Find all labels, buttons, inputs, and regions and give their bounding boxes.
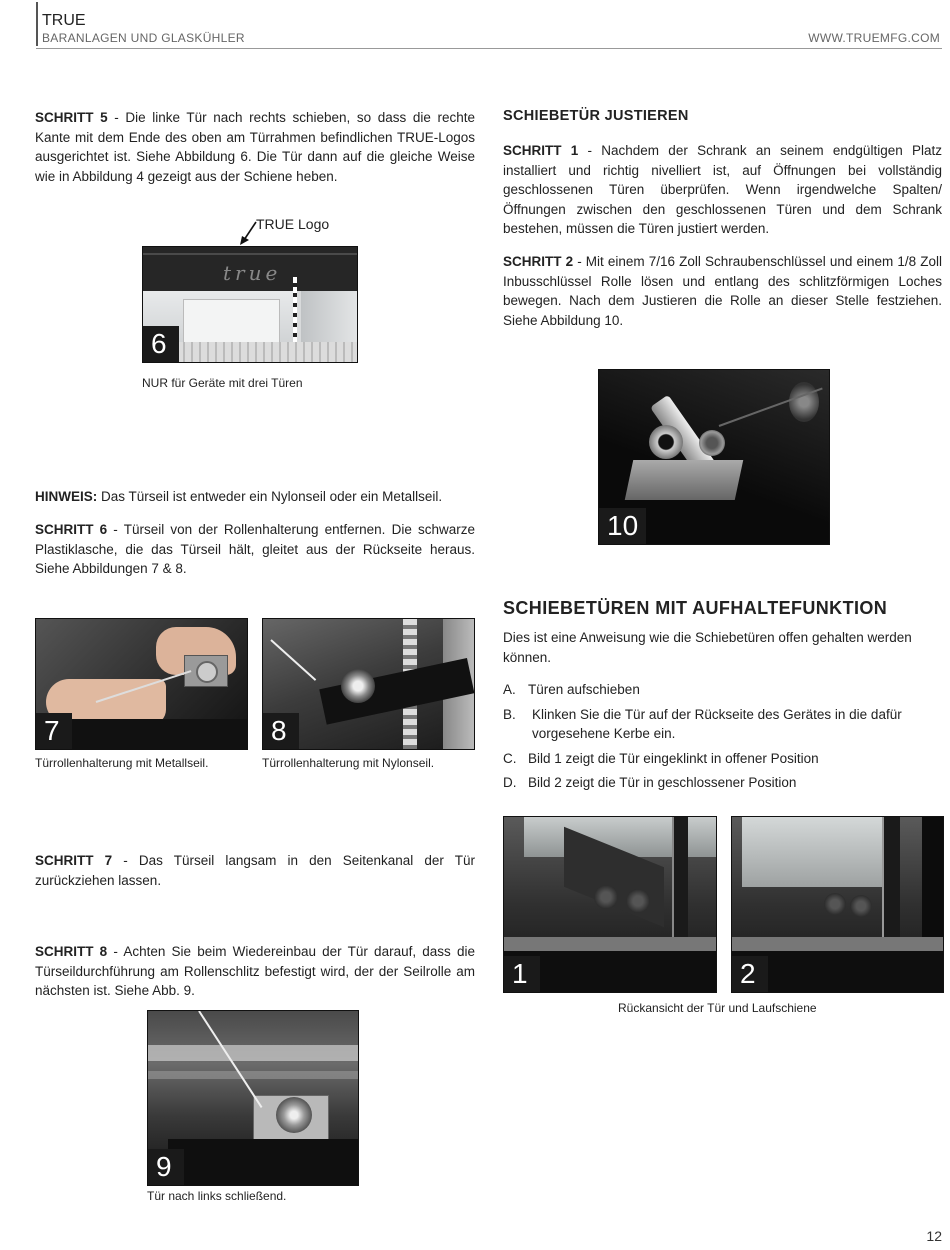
- callout-arrow-icon: [238, 220, 260, 246]
- fig6-number: 6: [143, 326, 179, 362]
- step1-paragraph: [503, 141, 942, 239]
- fig7-caption: Türrollenhalterung mit Metallseil.: [35, 756, 209, 770]
- step7-paragraph: [35, 851, 475, 890]
- list-text: Bild 2 zeigt die Tür in geschlossener Position: [528, 775, 797, 790]
- list-item: [503, 680, 942, 700]
- step8-label: SCHRITT 8: [35, 944, 108, 959]
- step5-label: SCHRITT 5: [35, 110, 108, 125]
- list-text: Türen aufschieben: [528, 682, 640, 697]
- fig8-caption: Türrollenhalterung mit Nylonseil.: [262, 756, 435, 770]
- hint-label: HINWEIS:: [35, 489, 98, 504]
- instruction-list: [503, 680, 942, 793]
- header-subtitle: BARANLAGEN UND GLASKÜHLER: [42, 31, 245, 45]
- list-text: Bild 1 zeigt die Tür eingeklinkt in offener Position: [528, 750, 819, 766]
- figAB-caption: Rückansicht der Tür und Laufschiene: [618, 1001, 817, 1015]
- figA-number: 1: [504, 956, 540, 992]
- figure-10-photo: [598, 369, 830, 545]
- list-marker: C.: [503, 750, 517, 766]
- header-title: TRUE: [42, 12, 86, 29]
- step6-text: - Türseil von der Rollenhalterung entfernen. Die schwarze Plastiklasche, die das Türseil hält, gleitet aus der Rückseite heraus. Siehe Abbildungen 7 & 8.: [35, 522, 475, 576]
- figure-1-photo: [503, 816, 717, 993]
- list-text: Klinken Sie die Tür auf der Rückseite des Gerätes in die dafür vorgesehene Kerbe ein.: [532, 706, 902, 741]
- fig6-caption: NUR für Geräte mit drei Türen: [142, 376, 303, 390]
- step8-text: - Achten Sie beim Wiedereinbau der Tür darauf, dass die Türseildurchführung am Rollenschlitz befestigt wird, der der Seilrolle am nächsten ist. Siehe Abb. 9.: [35, 944, 475, 998]
- fig6-callout: TRUE Logo: [256, 216, 330, 232]
- hint-text: Das Türseil ist entweder ein Nylonseil oder ein Metallseil.: [97, 489, 443, 504]
- fig10-number: 10: [599, 508, 646, 544]
- list-marker: D.: [503, 775, 517, 790]
- step7-label: SCHRITT 7: [35, 853, 113, 868]
- figure-9-photo: [147, 1010, 359, 1186]
- step2-label: SCHRITT 2: [503, 254, 574, 269]
- step2-paragraph: [503, 252, 942, 330]
- header-bar: [36, 2, 38, 46]
- figure-6-photo: [142, 246, 358, 363]
- step2-text: - Mit einem 7/16 Zoll Schraubenschlüssel und einem 1/8 Zoll Inbusschlüssel Rolle lösen und entlang des schlitzförmigen Loches bewegen. Nach dem Justieren die Rolle an dieser Stelle festziehen. Siehe Abbildung 10.: [503, 254, 942, 328]
- section1-title: SCHIEBETÜR JUSTIEREN: [503, 108, 689, 124]
- step5-text: - Die linke Tür nach rechts schieben, so dass die rechte Kante mit dem Ende des oben am Türrahmen befindlichen TRUE-Logos ausgerichtet ist. Siehe Abbildung 6. Die Tür dann auf die gleiche Weise wie in Abbildung 4 gezeigt aus der Schiene heben.: [35, 110, 475, 184]
- step5-paragraph: [35, 108, 475, 186]
- figB-number: 2: [732, 956, 768, 992]
- list-item: [503, 773, 942, 793]
- section2-intro: Dies ist eine Anweisung wie die Schiebetüren offen gehalten werden können.: [503, 630, 912, 665]
- fig8-number: 8: [263, 713, 299, 749]
- header-divider: [36, 48, 942, 49]
- figure-7-photo: [35, 618, 248, 750]
- figure-2-photo: [731, 816, 944, 993]
- fig9-caption: Tür nach links schließend.: [147, 1189, 287, 1203]
- step7-text: - Das Türseil langsam in den Seitenkanal der Tür zurückziehen lassen.: [35, 853, 475, 888]
- fig9-number: 9: [148, 1149, 184, 1185]
- header-url[interactable]: WWW.TRUEMFG.COM: [808, 31, 940, 45]
- hint-paragraph: [35, 487, 475, 507]
- list-item: [503, 705, 942, 744]
- fig7-number: 7: [36, 713, 72, 749]
- page-number: 12: [926, 1228, 942, 1244]
- fig6-logo-text: true: [223, 261, 282, 285]
- list-marker: B.: [503, 706, 516, 722]
- step1-label: SCHRITT 1: [503, 143, 579, 158]
- step1-text: - Nachdem der Schrank an seinem endgültigen Platz installiert und richtig nivelliert ist, auf Öffnungen bei vollständig geschlossenen Türen überprüfen. Wenn irgendwelche Spalten/Öffnungen zwischen den geschlossenen Türen und dem Schrank bestehen, müssen die Türen justiert werden.: [503, 143, 942, 236]
- figure-8-photo: [262, 618, 475, 750]
- step6-paragraph: [35, 520, 475, 579]
- step6-label: SCHRITT 6: [35, 522, 108, 537]
- step8-paragraph: [35, 942, 475, 1001]
- list-item: [503, 749, 942, 769]
- list-marker: A.: [503, 682, 516, 697]
- section2-title: SCHIEBETÜREN MIT AUFHALTEFUNKTION: [503, 598, 888, 618]
